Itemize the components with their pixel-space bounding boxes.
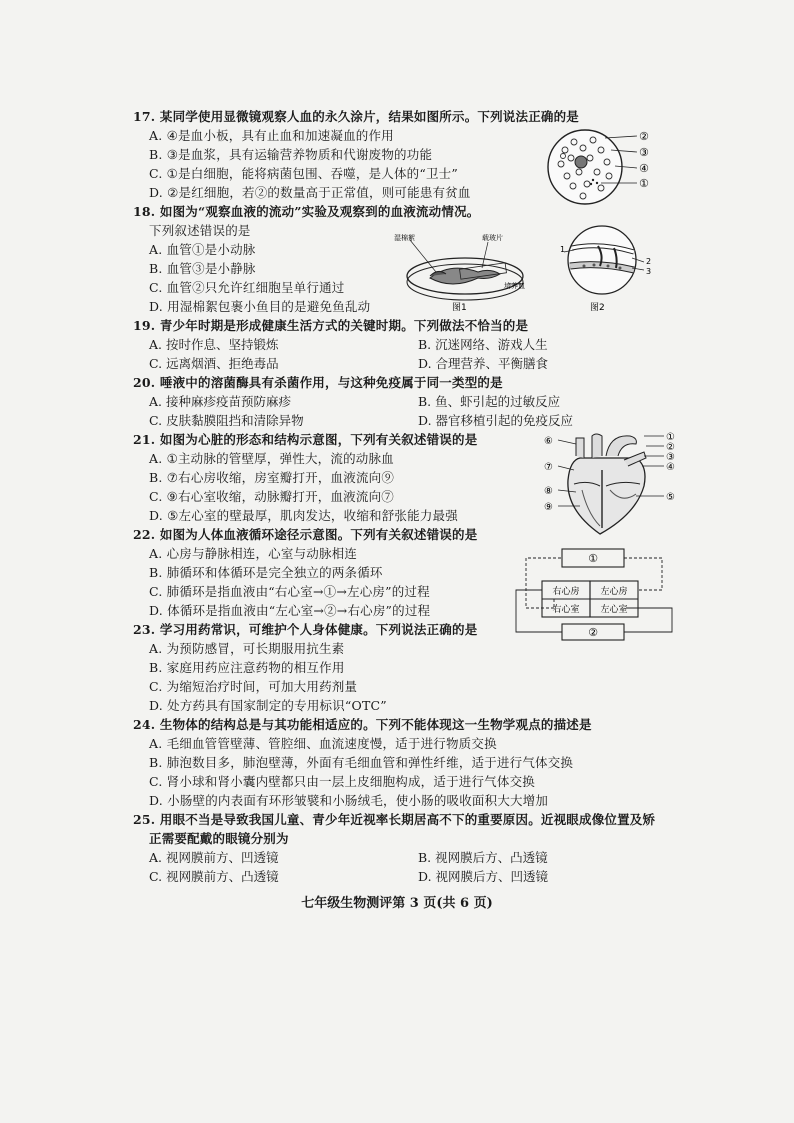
q20-option-a: A. 接种麻疹疫苗预防麻疹	[149, 394, 291, 409]
q21-fig-label-2: ②	[666, 442, 675, 453]
q21-option-d: D. ⑤左心室的壁最厚，肌肉发达，收缩和舒张能力最强	[149, 508, 458, 523]
q22-option-b: B. 肺循环和体循环是完全独立的两条循环	[149, 565, 383, 580]
q22-option-c: C. 肺循环是指血液由“右心室→①→左心房”的过程	[149, 584, 430, 599]
q24-option-d: D. 小肠壁的内表面有环形皱襞和小肠绒毛，使小肠的吸收面积大大增加	[149, 793, 549, 808]
q17-option-a: A. ④是血小板，具有止血和加速凝血的作用	[149, 128, 394, 143]
q21-fig-label-9: ⑨	[544, 502, 553, 513]
q17-fig-label-2: ②	[639, 130, 649, 143]
q21-fig-label-4: ④	[666, 462, 675, 473]
q23-option-d: D. 处方药具有国家制定的专用标识“OTC”	[149, 698, 387, 713]
q18-option-c: C. 血管②只允许红细胞呈单行通过	[149, 280, 345, 295]
q23-option-b: B. 家庭用药应注意药物的相互作用	[149, 660, 345, 675]
circulation-diagram-figure	[512, 544, 682, 644]
q19-option-a: A. 按时作息、坚持锻炼	[149, 337, 279, 352]
q18-option-d: D. 用湿棉絮包裹小鱼目的是避免鱼乱动	[149, 299, 371, 314]
circulation-box-1: ①	[588, 552, 598, 565]
q18-fig2-label-3: 3	[646, 267, 652, 276]
q18-fig2-caption: 图2	[590, 303, 605, 313]
q18-fig2-label-1: 1	[560, 245, 566, 254]
q18-stem: 18. 如图为“观察血液的流动”实验及观察到的血液流动情况。	[133, 204, 480, 219]
q24-option-b: B. 肺泡数目多，肺泡壁薄，外面有毛细血管和弹性纤维，适于进行气体交换	[149, 755, 574, 770]
blood-flow-figure	[560, 222, 670, 318]
q25-option-c: C. 视网膜前方、凸透镜	[149, 869, 279, 884]
q18-fig1-caption: 图1	[452, 303, 467, 313]
q23-stem: 23. 学习用药常识，可维护个人身体健康。下列说法正确的是	[133, 622, 478, 637]
q18-stem-2: 下列叙述错误的是	[149, 223, 251, 238]
left-ventricle-label: 左心室	[600, 605, 628, 615]
heart-structure-figure	[540, 430, 680, 540]
left-atrium-label: 左心房	[600, 587, 628, 597]
q22-option-a: A. 心房与静脉相连，心室与动脉相连	[149, 546, 358, 561]
q17-fig-label-4: ④	[639, 162, 649, 175]
q24-stem: 24. 生物体的结构总是与其功能相适应的。下列不能体现这一生物学观点的描述是	[133, 717, 592, 732]
q22-option-d: D. 体循环是指血液由“左心室→②→右心房”的过程	[149, 603, 431, 618]
q17-option-d: D. ②是红细胞，若②的数量高于正常值，则可能患有贫血	[149, 185, 471, 200]
q18-fig2-label-2: 2	[646, 257, 652, 266]
q17-stem: 17. 某同学使用显微镜观察人血的永久涂片，结果如图所示。下列说法正确的是	[133, 109, 580, 124]
q21-fig-label-3: ③	[666, 452, 675, 463]
right-atrium-label: 右心房	[552, 587, 580, 597]
q19-option-d: D. 合理营养、平衡膳食	[418, 356, 549, 371]
q17-option-b: B. ③是血浆，具有运输营养物质和代谢废物的功能	[149, 147, 433, 162]
q24-option-c: C. 肾小球和肾小囊内壁都只由一层上皮细胞构成，适于进行气体交换	[149, 774, 535, 789]
page-footer: 七年级生物测评第 3 页(共 6 页)	[301, 896, 493, 911]
blood-smear-figure	[545, 128, 660, 206]
q17-option-c: C. ①是白细胞，能将病菌包围、吞噬，是人体的“卫士”	[149, 166, 458, 181]
q20-stem: 20. 唾液中的溶菌酶具有杀菌作用，与这种免疫属于同一类型的是	[133, 375, 503, 390]
q18-option-a: A. 血管①是小动脉	[149, 242, 256, 257]
q20-option-c: C. 皮肤黏膜阻挡和清除异物	[149, 413, 304, 428]
q21-fig-label-6: ⑥	[544, 436, 553, 447]
q21-fig-label-7: ⑦	[544, 462, 553, 473]
q18-option-b: B. 血管③是小静脉	[149, 261, 256, 276]
q22-stem: 22. 如图为人体血液循环途径示意图。下列有关叙述错误的是	[133, 527, 478, 542]
q21-fig-label-5: ⑤	[666, 492, 675, 503]
q20-option-d: D. 器官移植引起的免疫反应	[418, 413, 574, 428]
q21-stem: 21. 如图为心脏的形态和结构示意图，下列有关叙述错误的是	[133, 432, 478, 447]
q25-stem: 25. 用眼不当是导致我国儿童、青少年近视率长期居高不下的重要原因。近视眼成像位置及矫	[133, 812, 656, 827]
fish-experiment-figure	[390, 228, 550, 316]
q18-fig1-label-slide: 载玻片	[482, 234, 503, 242]
q24-option-a: A. 毛细血管管壁薄、管腔细、血流速度慢，适于进行物质交换	[149, 736, 497, 751]
q21-option-c: C. ⑨右心室收缩，动脉瓣打开，血液流向⑦	[149, 489, 394, 504]
q25-option-a: A. 视网膜前方、凹透镜	[149, 850, 279, 865]
circulation-box-2: ②	[588, 626, 598, 639]
q20-option-b: B. 鱼、虾引起的过敏反应	[418, 394, 561, 409]
q21-fig-label-8: ⑧	[544, 486, 553, 497]
q19-option-c: C. 远离烟酒、拒绝毒品	[149, 356, 279, 371]
q21-fig-label-1: ①	[666, 432, 675, 443]
q19-option-b: B. 沉迷网络、游戏人生	[418, 337, 548, 352]
q25-stem-2: 正需要配戴的眼镜分别为	[149, 831, 289, 846]
q25-option-d: D. 视网膜后方、凹透镜	[418, 869, 549, 884]
right-ventricle-label: 右心室	[552, 605, 580, 615]
q17-fig-label-3: ③	[639, 146, 649, 159]
q21-option-a: A. ①主动脉的管壁厚，弹性大，流的动脉血	[149, 451, 394, 466]
q19-stem: 19. 青少年时期是形成健康生活方式的关键时期。下列做法不恰当的是	[133, 318, 529, 333]
q18-fig1-label-cotton: 湿棉絮	[394, 234, 415, 242]
q23-option-c: C. 为缩短治疗时间，可加大用药剂量	[149, 679, 358, 694]
q17-fig-label-1: ①	[639, 177, 649, 190]
q23-option-a: A. 为预防感冒，可长期服用抗生素	[149, 641, 345, 656]
q18-fig1-label-dish: 培养皿	[504, 282, 525, 290]
q25-option-b: B. 视网膜后方、凸透镜	[418, 850, 548, 865]
q21-option-b: B. ⑦右心房收缩，房室瓣打开，血液流向⑨	[149, 470, 395, 485]
